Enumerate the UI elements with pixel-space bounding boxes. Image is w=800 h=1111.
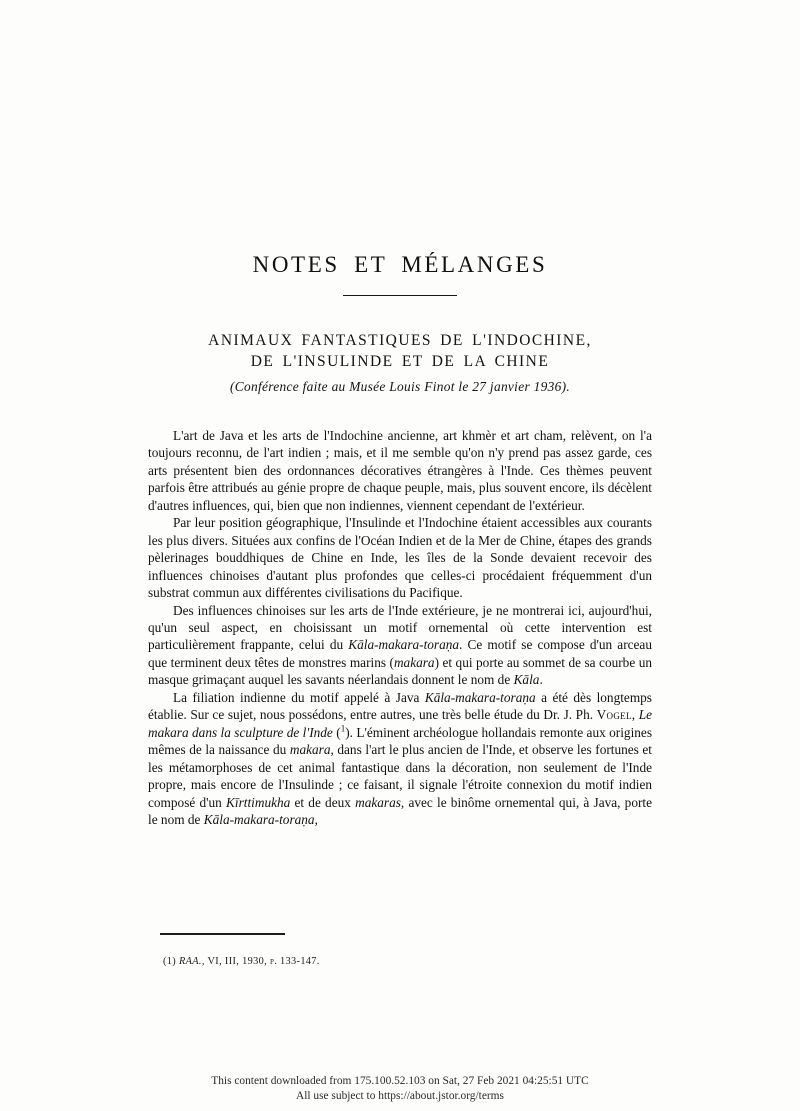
paragraph-2: Par leur position géographique, l'Insulinde et l'Indochine étaient accessibles aux courants les plus divers. Situées aux confins de l'Océan Indien et de la Mer de Chine, étapes des grands pèlerinages bouddhiques de Chine en Inde, les îles de la Sonde devaient recevoir des influences chinoises d'autant plus profondes que celles-ci procédaient fréquemment d'un substrat commun aux différentes civilisations du Pacifique.: [148, 515, 652, 601]
article-title: [148, 330, 652, 372]
paragraph-1: L'art de Java et les arts de l'Indochine ancienne, art khmèr et art cham, relèvent, on l'a toujours reconnu, de l'art indien ; mais, et il me semble qu'on n'y prend pas assez garde, ces arts présentent bien des ordonnances décoratives étrangères à l'Inde. Ces thèmes peuvent parfois être attribués au génie propre de chaque peuple, mais, plus souvent encore, ils décèlent d'autres influences, qui, bien que non indiennes, viennent cependant de l'extérieur.: [148, 428, 652, 513]
paragraph-3-text-2: . Ce motif se compose d'un arceau que terminent deux têtes de monstres marins (: [148, 637, 652, 670]
term-kala-makara-torana-2: Kāla-makara-toraṇa: [424, 689, 536, 705]
term-makara-1: makara: [393, 654, 435, 670]
jstor-download-line: This content downloaded from 175.100.52.103 on Sat, 27 Feb 2021 04:25:51 UTC: [211, 1075, 589, 1087]
footnote-separator-rule: [160, 933, 285, 935]
author-name-vogel: Vogel: [596, 707, 632, 723]
jstor-terms-line: All use subject to https://about.jstor.org/terms: [296, 1089, 504, 1102]
article-title-line-2: DE L'INSULINDE ET DE LA CHINE: [250, 353, 550, 370]
article-body: [148, 427, 652, 828]
footnote-reference-detail: , VI, III, 1930, p. 133-147.: [201, 956, 320, 967]
paragraph-4-text-1: La filiation indienne du motif appelé à Java: [173, 689, 425, 705]
paragraph-3: [148, 602, 652, 689]
term-makara-2: makara: [289, 742, 331, 758]
article-title-line-1: ANIMAUX FANTASTIQUES DE L'INDOCHINE,: [208, 332, 592, 349]
term-kala-makara-torana-3: Kāla-makara-toraṇa: [203, 811, 315, 827]
term-kala-makara-torana-1: Kāla-makara-toraṇa: [348, 637, 460, 653]
conference-note: (Conférence faite au Musée Louis Finot le 27 janvier 1936).: [229, 379, 570, 394]
paragraph-4-text-3: ,: [631, 707, 639, 723]
paragraph-4-text-6: et de deux: [290, 794, 356, 810]
paragraph-4-text-5: , dans l'art le plus ancien de l'Inde, et observe les fortunes et les métamorphoses de cet animal fantastique dans la décoration, non seulement de l'Inde propre, mais encore de l'Insulinde ; ce faisant, il signale l'étroite connexion du motif indien composé d'un: [148, 742, 652, 810]
paragraph-4-text-7: , avec le binôme ornemental qui, à Java, porte le nom de: [148, 794, 652, 827]
paragraph-4-text-4: . L'éminent archéologue hollandais remonte aux origines mêmes de la naissance du: [148, 724, 652, 758]
paragraph-4: La filiation indienne du motif appelé à Java Kāla-makara-toraṇa a été dès longtemps établie. Sur ce sujet, nous possédons, entre autres, une très belle étude du Dr. J. Ph. Vogel, Le makara dans la sculpture de l'Inde ($^1$). L'éminent archéologue hollandais remonte aux origines mêmes de la naissance du makara, dans l'art le plus ancien de l'Inde, et observe les fortunes et les métamorphoses de cet animal fantastique dans la décoration, non seulement de l'Inde propre, mais encore de l'Insulinde ; ce faisant, il signale l'étroite connexion du motif indien composé d'un Kīrttimukha et de deux makaras, avec le binôme ornemental qui, à Java, porte le nom de Kāla-makara-toraṇa,: [148, 689, 652, 827]
running-head: NOTES ET MÉLANGES: [252, 252, 548, 277]
paragraph-3-text-4: .: [539, 672, 543, 688]
book-title-makara-sculpture: Le makara dans la sculpture de l'Inde: [148, 707, 652, 740]
footnote-reference-marker[interactable]: 1: [340, 723, 346, 734]
term-makaras: makaras: [355, 794, 401, 810]
header-divider-rule: [343, 295, 457, 296]
footnote-marker: (1): [163, 956, 177, 967]
term-kirttimukha: Kīrttimukha: [226, 794, 291, 810]
paragraph-3-text-1: Des influences chinoises sur les arts de l'Inde extérieure, je ne montrerai ici, aujourd'hui, qu'un seul aspect, en choisissant un motif ornemental où cette intervention est particulièrement frappante, celui du: [148, 602, 652, 653]
term-kala: Kāla: [513, 672, 540, 688]
paragraph-3-text-3: ) et qui porte au sommet de sa courbe un masque grimaçant auquel les savants néerlandais donnent le nom de: [148, 654, 652, 688]
paragraph-4-text-2: a été dès longtemps établie. Sur ce sujet, nous possédons, entre autres, une très belle étude du Dr. J. Ph.: [148, 689, 652, 723]
jstor-download-notice: [0, 1074, 800, 1103]
footnote-journal-abbrev: RAA.: [179, 956, 202, 967]
footnote-entry: [163, 956, 643, 967]
paragraph-4-text-8: ,: [314, 811, 318, 827]
